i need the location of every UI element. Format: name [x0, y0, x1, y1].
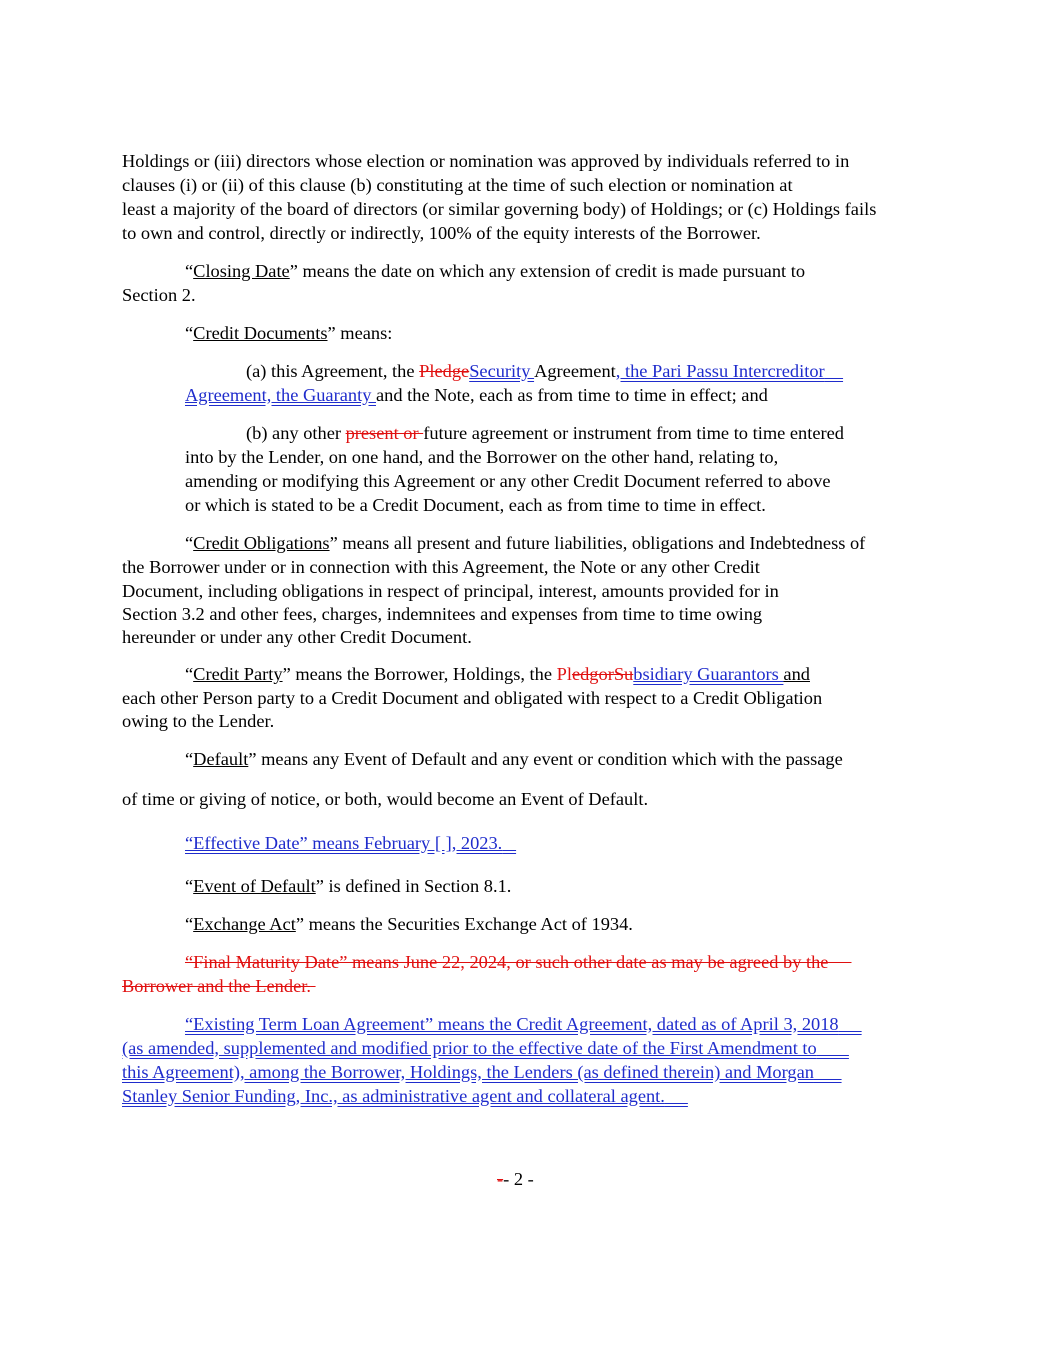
holdings-line-4: to own and control, directly or indirectly, 100% of the equity interests of the Borrower. — [122, 223, 761, 243]
effective-date-definition — [185, 832, 516, 854]
inserted-security: Security — [469, 361, 535, 381]
credit-party-line-3: owing to the Lender. — [122, 711, 275, 731]
credit-party-term: Credit Party — [193, 664, 283, 684]
inserted-existing-term-loan-3: this Agreement), among the Borrower, Holdings, the Lenders (as defined therein) and Morgan — [122, 1062, 814, 1082]
credit-party-and: and — [783, 664, 810, 684]
credit-obligations-definition: “Credit Obligations” means all present and future liabilities, obligations and Indebtedness of — [185, 533, 866, 553]
deleted-pledge: Pledge — [419, 361, 470, 381]
exchange-act-text: means the Securities Exchange Act of 1934. — [303, 914, 633, 934]
closing-date-line-2: Section 2. — [122, 285, 196, 305]
deleted-final-maturity-2: Borrower and the Lender. — [122, 976, 311, 996]
default-text: means any Event of Default and any event or condition which with the passage — [256, 749, 843, 769]
holdings-line-2: clauses (i) or (ii) of this clause (b) constituting at the time of such election or nomination at — [122, 175, 793, 195]
existing-term-loan-line-4 — [122, 1085, 688, 1107]
exchange-act-definition: “Exchange Act” means the Securities Exchange Act of 1934. — [185, 914, 633, 934]
credit-party-line-2: each other Person party to a Credit Document and obligated with respect to a Credit Obligation — [122, 688, 823, 708]
credit-party-definition: “Credit Party” means the Borrower, Holdings, the PledgorSubsidiary Guarantors and — [185, 664, 810, 684]
holdings-line-1: Holdings or (iii) directors whose election or nomination was approved by individuals referred to in — [122, 151, 850, 171]
credit-documents-a-line-1 — [246, 360, 843, 382]
credit-documents-b-line-1 — [246, 422, 844, 444]
exchange-act-term: Exchange Act — [193, 914, 296, 934]
credit-obligations-line-4: Section 3.2 and other fees, charges, indemnitees and expenses from time to time owing — [122, 604, 763, 624]
credit-documents-b-line-2: into by the Lender, on one hand, and the Borrower on the other hand, relating to, — [185, 447, 779, 467]
credit-documents-term: Credit Documents — [193, 323, 328, 343]
inserted-existing-term-loan-2: (as amended, supplemented and modified prior to the effective date of the First Amendment to — [122, 1038, 817, 1058]
clause-a-prefix: (a) this Agreement, the — [246, 361, 420, 381]
event-of-default-term: Event of Default — [193, 876, 316, 896]
holdings-line-3: least a majority of the board of directors (or similar governing body) of Holdings; or (c) Holdings fails — [122, 199, 877, 219]
agreement-text: Agreement — [534, 361, 616, 381]
deleted-edgor: edgor — [571, 664, 614, 684]
clause-b-prefix: (b) any other — [246, 423, 346, 443]
credit-obligations-text: means all present and future liabilities, obligations and Indebtedness of — [337, 533, 866, 553]
event-of-default-definition: “Event of Default” is defined in Section 8.1. — [185, 876, 512, 896]
inserted-guaranty: Agreement, the Guaranty — [185, 385, 376, 405]
credit-obligations-line-5: hereunder or under any other Credit Document. — [122, 627, 472, 647]
credit-obligations-line-3: Document, including obligations in respect of principal, interest, amounts provided for in — [122, 581, 779, 601]
final-maturity-line-1 — [185, 951, 851, 973]
credit-party-text: means the Borrower, Holdings, the — [290, 664, 557, 684]
default-term: Default — [193, 749, 249, 769]
inserted-effective-date: “Effective Date” means February [ ], 2023. — [185, 833, 503, 853]
credit-obligations-term: Credit Obligations — [193, 533, 330, 553]
closing-date-definition: “Closing Date” means the date on which any extension of credit is made pursuant to — [185, 261, 806, 281]
page-number-text: - 2 - — [503, 1169, 534, 1189]
deleted-su: Su — [613, 664, 634, 684]
existing-term-loan-line-3 — [122, 1061, 842, 1083]
clause-b-rest: future agreement or instrument from time to time entered — [423, 423, 844, 443]
page-number — [497, 1168, 534, 1190]
final-maturity-line-2 — [122, 975, 316, 997]
existing-term-loan-line-1 — [185, 1013, 862, 1035]
deleted-present-or: present or — [345, 423, 424, 443]
deleted-final-maturity-1: “Final Maturity Date” means June 22, 2024, or such other date as may be agreed by the — [185, 952, 829, 972]
default-line-2: of time or giving of notice, or both, would become an Event of Default. — [122, 789, 649, 809]
closing-date-term: Closing Date — [193, 261, 290, 281]
inserted-subsidiary-guarantors: bsidiary Guarantors — [633, 664, 784, 684]
pledgor-prefix: Pl — [556, 664, 572, 684]
event-of-default-text: is defined in Section 8.1. — [323, 876, 512, 896]
deleted-dash: - — [497, 1169, 504, 1189]
credit-documents-b-line-3: amending or modifying this Agreement or any other Credit Document referred to above — [185, 471, 831, 491]
credit-obligations-line-2: the Borrower under or in connection with this Agreement, the Note or any other Credit — [122, 557, 760, 577]
inserted-existing-term-loan-4: Stanley Senior Funding, Inc., as administrative agent and collateral agent. — [122, 1086, 665, 1106]
closing-date-text: means the date on which any extension of credit is made pursuant to — [297, 261, 806, 281]
credit-documents-definition: “Credit Documents” means: — [185, 323, 393, 343]
credit-documents-b-line-4: or which is stated to be a Credit Document, each as from time to time in effect. — [185, 495, 766, 515]
credit-documents-a-line-2 — [185, 384, 768, 406]
clause-a-rest: and the Note, each as from time to time in effect; and — [375, 385, 768, 405]
existing-term-loan-line-2 — [122, 1037, 849, 1059]
default-definition: “Default” means any Event of Default and any event or condition which with the passage — [185, 749, 843, 769]
credit-documents-text: means: — [335, 323, 393, 343]
inserted-existing-term-loan-1: “Existing Term Loan Agreement” means the Credit Agreement, dated as of April 3, 2018 — [185, 1014, 839, 1034]
inserted-pari-passu: , the Pari Passu Intercreditor — [615, 361, 825, 381]
